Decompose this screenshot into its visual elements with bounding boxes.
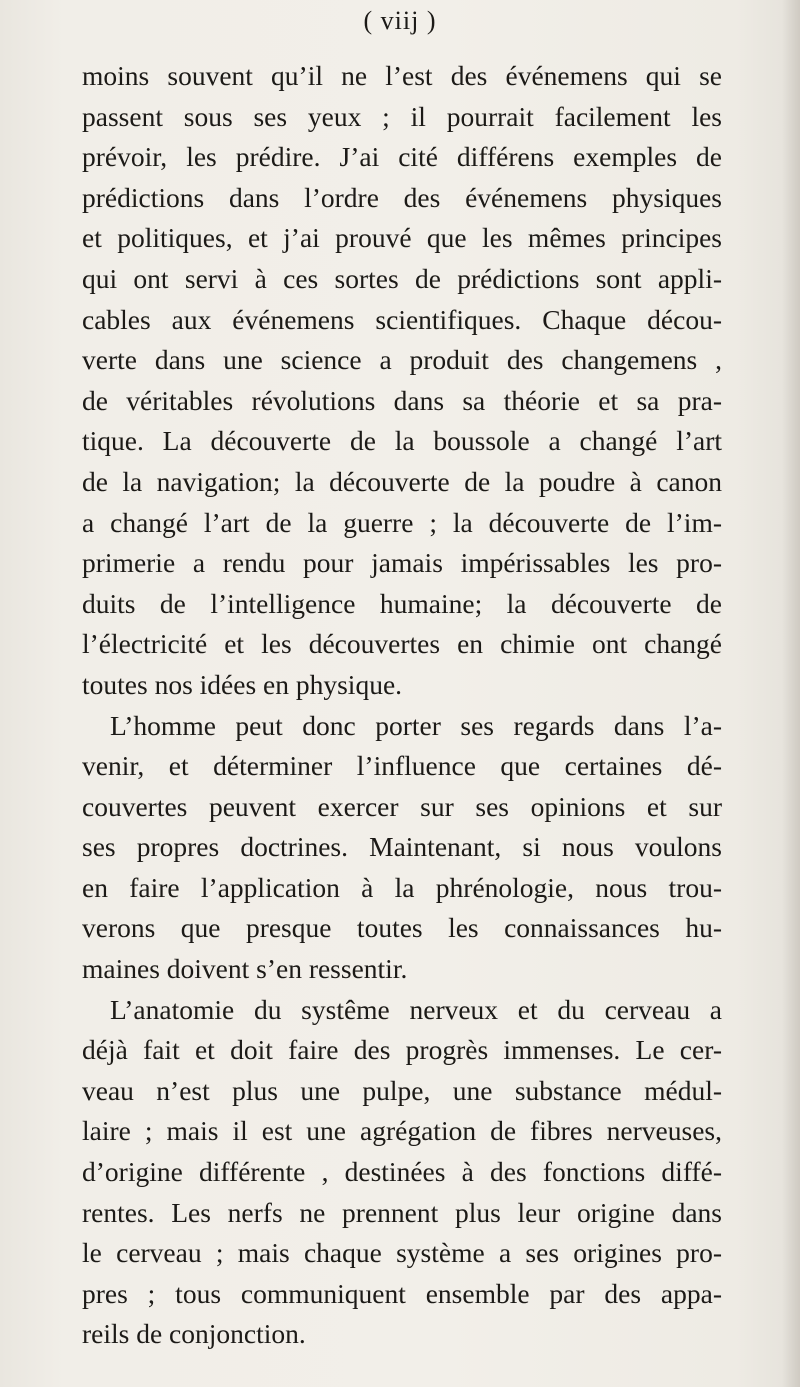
text-line: a changé l’art de la guerre ; la découverte de l’im- — [82, 506, 722, 538]
text-line: verons que presque toutes les connaissances hu- — [82, 912, 722, 944]
text-line: veau n’est plus une pulpe, une substance médul- — [82, 1074, 722, 1106]
text-line: déjà fait et doit faire des progrès immenses. Le cer- — [82, 1034, 722, 1066]
text-line: primerie a rendu pour jamais impérissables les pro- — [82, 547, 722, 579]
text-line: L’homme peut donc porter ses regards dans l’a- — [110, 709, 722, 741]
text-line: le cerveau ; mais chaque système a ses origines pro- — [82, 1237, 722, 1269]
text-line: venir, et déterminer l’influence que certaines dé- — [82, 750, 722, 782]
text-line: moins souvent qu’il ne l’est des événemens qui se — [82, 60, 722, 91]
text-line: duits de l’intelligence humaine; la découverte de — [82, 587, 722, 619]
text-line: de véritables révolutions dans sa théorie et sa pra- — [82, 384, 722, 416]
text-line: couvertes peuvent exercer sur ses opinions et sur — [82, 790, 722, 822]
body-text — [82, 56, 722, 1355]
text-line: rentes. Les nerfs ne prennent plus leur origine dans — [82, 1196, 722, 1228]
page-number: ( viij ) — [363, 6, 437, 35]
text-line: et politiques, et j’ai prouvé que les mêmes principes — [82, 222, 722, 254]
text-line: l’électricité et les découvertes en chimie ont changé — [82, 628, 722, 660]
text-line: de la navigation; la découverte de la poudre à canon — [82, 465, 722, 497]
text-line: pres ; tous communiquent ensemble par des appa- — [82, 1277, 722, 1309]
text-line: en faire l’application à la phrénologie, nous trou- — [82, 871, 722, 903]
text-line: prévoir, les prédire. J’ai cité différens exemples de — [82, 141, 722, 173]
page-edge-shadow — [782, 0, 800, 1387]
text-line: d’origine différente , destinées à des fonctions diffé- — [82, 1156, 722, 1188]
text-line: verte dans une science a produit des changemens , — [82, 344, 722, 376]
text-line: qui ont servi à ces sortes de prédictions sont appli- — [82, 262, 722, 294]
text-line: tique. La découverte de la boussole a changé l’art — [82, 425, 722, 457]
text-line: maines doivent s’en ressentir. — [82, 953, 408, 985]
text-line: passent sous ses yeux ; il pourrait facilement les — [82, 100, 722, 132]
text-line: reils de conjonction. — [82, 1318, 306, 1350]
text-line: laire ; mais il est une agrégation de fibres nerveuses, — [82, 1115, 722, 1147]
text-line: prédictions dans l’ordre des événemens physiques — [82, 181, 722, 213]
text-line: L’anatomie du systême nerveux et du cerveau a — [110, 993, 722, 1025]
text-line: cables aux événemens scientifiques. Chaque décou- — [82, 303, 722, 335]
text-line: ses propres doctrines. Maintenant, si nous voulons — [82, 831, 722, 863]
text-line: toutes nos idées en physique. — [82, 668, 403, 700]
